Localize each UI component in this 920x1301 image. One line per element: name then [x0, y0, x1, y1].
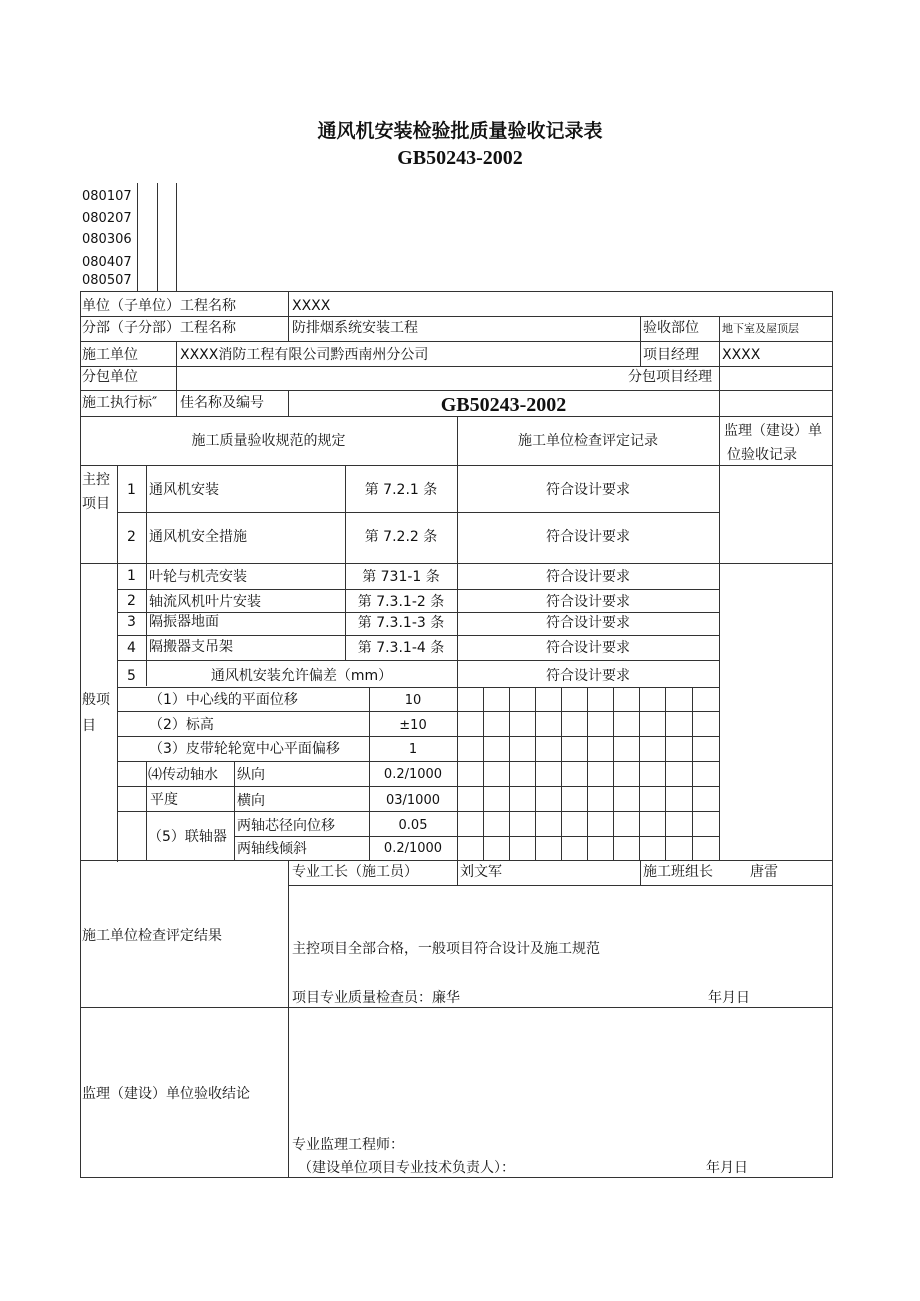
standard-code: GB50243-2002 — [397, 147, 523, 169]
doc-code: 080306 — [82, 232, 132, 247]
item-name: 叶轮与机壳安装 — [149, 569, 247, 585]
project-name-label: 单位（子单位）工程名称 — [82, 298, 236, 314]
table-line — [457, 465, 458, 563]
table-line — [535, 687, 536, 861]
acceptance-part-label: 验收部位 — [643, 320, 699, 336]
table-line — [146, 761, 147, 861]
table-line — [345, 465, 346, 563]
tolerance-item: 两轴芯径向位移 — [237, 818, 335, 834]
table-line — [692, 687, 693, 861]
contractor-conclusion: 主控项目全部合格，一般项目符合设计及施工规范 — [292, 941, 600, 957]
table-line — [117, 660, 719, 661]
item-name: 隔搬器支吊架 — [149, 639, 233, 655]
table-line — [117, 736, 719, 737]
table-line — [561, 687, 562, 861]
table-line — [117, 465, 118, 862]
tolerance-item: 横向 — [237, 793, 265, 809]
table-line — [457, 711, 458, 861]
contractor-result-label: 施工单位检查评定结果 — [82, 928, 222, 944]
item-result: 符合设计要求 — [546, 529, 630, 545]
row-number: 2 — [127, 529, 136, 545]
divider — [176, 183, 177, 291]
contractor-label: 施工单位 — [82, 347, 138, 363]
quality-inspector: 项目专业质量检查员：廉华 — [292, 990, 460, 1006]
tolerance-item: （2）标高 — [149, 717, 214, 733]
item-clause: 第 7.2.1 条 — [364, 482, 438, 498]
table-line — [288, 860, 289, 1178]
shaft-level-label: ⑷传动轴水 — [148, 767, 218, 783]
item-name: 通风机安装 — [149, 482, 219, 498]
deviation-title: 通风机安装允许偏差（mm） — [210, 668, 393, 684]
tolerance-value: ±10 — [399, 718, 427, 733]
table-line — [117, 811, 719, 812]
item-result: 符合设计要求 — [546, 594, 630, 610]
foreman-value: 刘文军 — [460, 864, 502, 880]
table-line — [80, 1007, 833, 1008]
table-line — [80, 390, 833, 391]
table-line — [117, 687, 719, 688]
item-result: 符合设计要求 — [546, 640, 630, 656]
table-line — [117, 589, 719, 590]
table-line — [719, 563, 720, 861]
subproject-label: 分部（子分部）工程名称 — [82, 320, 236, 336]
tech-lead: （建设单位项目专业技术负责人）： — [298, 1160, 515, 1176]
tolerance-item: 纵向 — [237, 767, 265, 783]
item-name: 轴流风机叶片安装 — [149, 594, 261, 610]
main-items-label-cont: 项目 — [82, 496, 110, 512]
table-line — [719, 341, 720, 391]
tolerance-value: 1 — [408, 742, 418, 757]
table-line — [457, 563, 458, 711]
row-number: 1 — [127, 568, 136, 584]
item-name: 隔振器地面 — [149, 614, 219, 630]
row-number: 4 — [127, 640, 136, 656]
table-line — [587, 687, 588, 861]
table-line — [234, 836, 719, 837]
item-clause: 第 7.3.1-2 条 — [357, 594, 445, 610]
shaft-level-label-cont: 平度 — [150, 792, 178, 808]
table-border — [80, 291, 81, 1178]
table-line — [80, 341, 833, 342]
col-spec: 施工质量验收规范的规定 — [191, 433, 346, 449]
table-line — [719, 416, 720, 563]
exec-standard-label: 施工执行标″ — [82, 395, 158, 411]
foreman-label: 专业工长（施工员） — [292, 864, 418, 880]
table-border — [80, 291, 833, 292]
supervisor-engineer: 专业监理工程师： — [292, 1137, 404, 1153]
table-line — [288, 885, 833, 886]
table-line — [457, 860, 458, 885]
project-manager-label: 项目经理 — [643, 347, 699, 363]
item-name: 通风机安全措施 — [149, 529, 247, 545]
table-line — [117, 512, 719, 513]
table-line — [117, 786, 719, 787]
tolerance-value: 03/1000 — [385, 793, 440, 808]
table-line — [80, 316, 833, 317]
tolerance-item: （1）中心线的平面位移 — [149, 692, 298, 708]
team-leader-label: 施工班组长 — [643, 864, 713, 880]
team-leader-value: 唐雷 — [750, 864, 778, 880]
general-items-label-cont: 目 — [82, 718, 96, 734]
col-contractor-record: 施工单位检查评定记录 — [518, 433, 658, 449]
sub-pm-label: 分包项目经理 — [628, 369, 712, 385]
tolerance-item: （3）皮带轮轮宽中心平面偏移 — [149, 741, 340, 757]
general-items-label: 般项 — [82, 692, 110, 708]
deviation-result: 符合设计要求 — [546, 668, 630, 684]
divider — [137, 183, 138, 291]
project-manager-value: XXXX — [722, 347, 761, 363]
item-clause: 第 7.2.2 条 — [364, 529, 438, 545]
acceptance-part-value: 地下室及屋顶层 — [722, 322, 799, 335]
item-result: 符合设计要求 — [546, 569, 630, 585]
contractor-date: 年月日 — [708, 990, 750, 1006]
tolerance-value: 0.2/1000 — [383, 841, 443, 856]
item-clause: 第 7.3.1-3 条 — [357, 615, 445, 631]
supervisor-result-label: 监理（建设）单位验收结论 — [82, 1086, 250, 1102]
subcontractor-label: 分包单位 — [82, 369, 138, 385]
table-line — [639, 687, 640, 861]
divider — [157, 183, 158, 291]
tolerance-value: 0.2/1000 — [383, 767, 443, 782]
table-line — [117, 761, 719, 762]
doc-code: 080207 — [82, 211, 132, 226]
subproject-value: 防排烟系统安装工程 — [292, 320, 418, 336]
tolerance-value: 10 — [404, 693, 422, 708]
table-border — [832, 291, 833, 1178]
item-result: 符合设计要求 — [546, 615, 630, 631]
table-line — [719, 390, 720, 416]
project-name-value: XXXX — [292, 298, 331, 314]
exec-standard-value: GB50243-2002 — [440, 394, 567, 416]
table-line — [640, 316, 641, 341]
table-border — [80, 1177, 833, 1178]
table-line — [176, 341, 177, 416]
table-line — [640, 341, 641, 366]
item-result: 符合设计要求 — [546, 482, 630, 498]
item-clause: 第 731-1 条 — [362, 569, 440, 585]
table-line — [117, 612, 719, 613]
exec-standard-label-cont: 佳名称及编号 — [180, 395, 264, 411]
doc-code: 080507 — [82, 273, 132, 288]
tolerance-item: 两轴线倾斜 — [237, 841, 307, 857]
col-supervisor-record: 监理（建设）单 — [724, 423, 822, 439]
item-clause: 第 7.3.1-4 条 — [357, 640, 445, 656]
doc-code: 080407 — [82, 255, 132, 270]
table-line — [146, 465, 147, 563]
row-number: 2 — [127, 593, 136, 609]
table-line — [80, 366, 833, 367]
table-line — [483, 687, 484, 861]
table-line — [234, 761, 235, 861]
contractor-value: XXXX消防工程有限公司黔西南州分公司 — [180, 347, 429, 363]
table-line — [613, 687, 614, 861]
main-items-label: 主控 — [82, 472, 110, 488]
row-number: 3 — [127, 614, 136, 630]
row-number: 1 — [127, 482, 136, 498]
table-line — [665, 687, 666, 861]
row-number: 5 — [127, 668, 136, 684]
table-line — [719, 316, 720, 341]
supervisor-date: 年月日 — [706, 1160, 748, 1176]
table-line — [640, 860, 641, 885]
table-line — [509, 687, 510, 861]
page-title: 通风机安装检验批质量验收记录表 — [317, 120, 603, 142]
table-line — [117, 635, 719, 636]
doc-code: 080107 — [82, 189, 132, 204]
table-line — [288, 291, 289, 341]
col-supervisor-record-cont: 位验收记录 — [727, 447, 797, 463]
coupling-label: （5）联轴器 — [148, 829, 227, 845]
tolerance-value: 0.05 — [398, 818, 428, 833]
table-line — [117, 711, 719, 712]
